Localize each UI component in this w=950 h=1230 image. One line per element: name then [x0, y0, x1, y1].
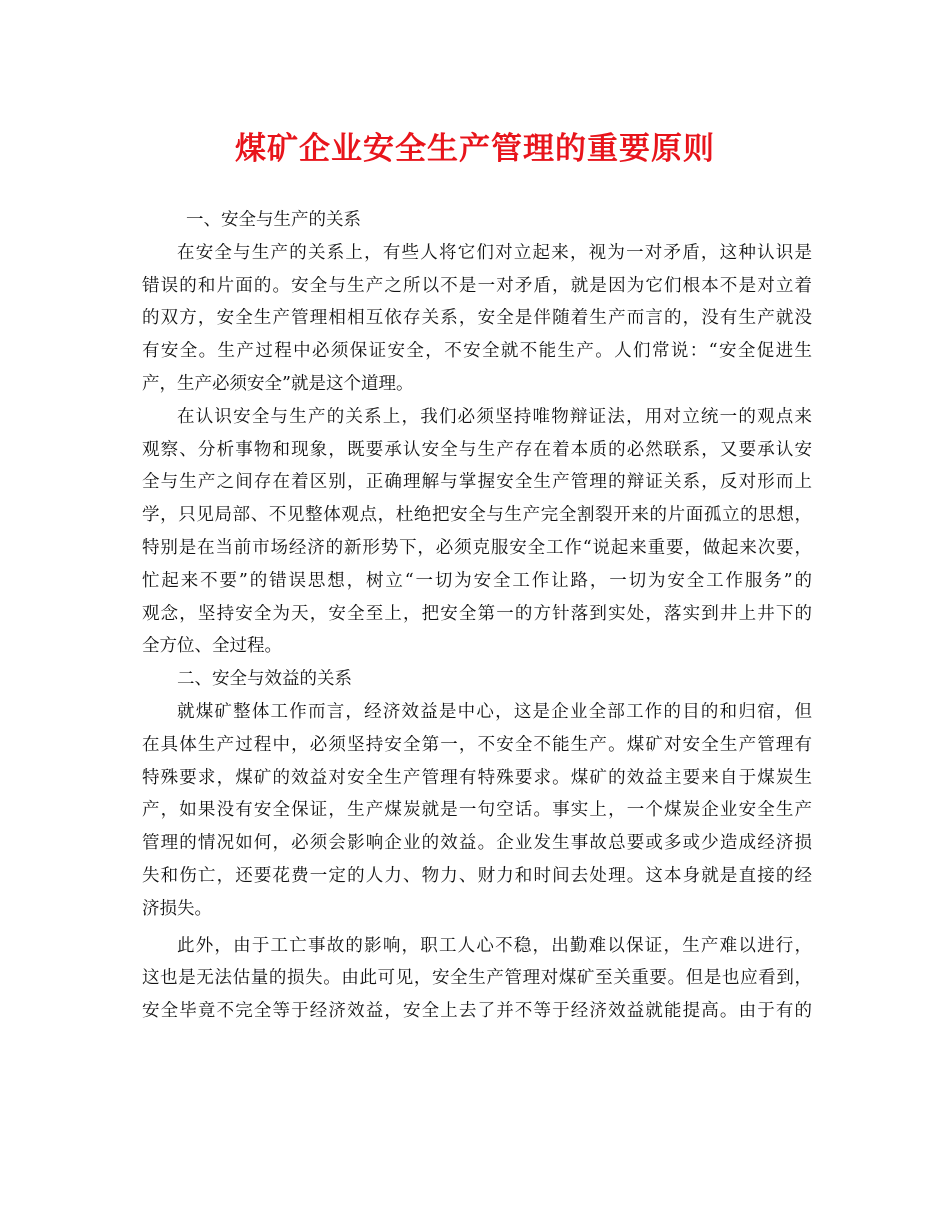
document-body — [142, 204, 812, 1028]
paragraph-line: 济损失。 — [142, 898, 212, 919]
paragraph-line: 在安全与生产的关系上，有些人将它们对立起来，视为一对矛盾，这种认识是 — [177, 242, 812, 263]
paragraph-line: 这也是无法估量的损失。由此可见，安全生产管理对煤矿至关重要。但是也应看到， — [142, 968, 812, 989]
paragraph-line: 就煤矿整体工作而言，经济效益是中心，这是企业全部工作的目的和归宿，但 — [177, 701, 812, 722]
paragraph-line: 安全毕竟不完全等于经济效益，安全上去了并不等于经济效益就能提高。由于有的 — [142, 1001, 812, 1022]
paragraph-line: 学，只见局部、不见整体观点，杜绝把安全与生产完全割裂开来的片面孤立的思想， — [142, 505, 812, 526]
paragraph-line: 全与生产之间存在着区别，正确理解与掌握安全生产管理的辩证关系，反对形而上 — [142, 472, 812, 493]
paragraph-line: 产，如果没有安全保证，生产煤炭就是一句空话。事实上，一个煤炭企业安全生产 — [142, 800, 812, 821]
paragraph-line: 失和伤亡，还要花费一定的人力、物力、财力和时间去处理。这本身就是直接的经 — [142, 865, 812, 886]
paragraph-line: 的双方，安全生产管理相相互依存关系，安全是伴随着生产而言的，没有生产就没 — [142, 308, 812, 329]
paragraph-line: 产，生产必须安全”就是这个道理。 — [142, 373, 414, 394]
paragraph-line: 有安全。生产过程中必须保证安全，不安全就不能生产。人们常说：“安全促进生 — [142, 341, 812, 362]
paragraph-line: 全方位、全过程。 — [142, 636, 282, 657]
paragraph-line: 在认识安全与生产的关系上，我们必须坚持唯物辩证法，用对立统一的观点来 — [177, 406, 812, 427]
paragraph-line: 特殊要求，煤矿的效益对安全生产管理有特殊要求。煤矿的效益主要来自于煤炭生 — [142, 767, 812, 788]
paragraph-line: 管理的情况如何，必须会影响企业的效益。企业发生事故总要或多或少造成经济损 — [142, 833, 812, 854]
paragraph-line: 观念，坚持安全为天，安全至上，把安全第一的方针落到实处，落实到井上井下的 — [142, 603, 812, 624]
paragraph-line: 忙起来不要”的错误思想，树立“一切为安全工作让路，一切为安全工作服务”的 — [142, 570, 812, 591]
document-title: 煤矿企业安全生产管理的重要原则 — [235, 131, 715, 167]
section-heading: 一、安全与生产的关系 — [186, 210, 361, 230]
paragraph-line: 特别是在当前市场经济的新形势下，必须克服安全工作“说起来重要，做起来次要， — [142, 537, 812, 558]
paragraph-line: 错误的和片面的。安全与生产之所以不是一对矛盾，就是因为它们根本不是对立着 — [142, 275, 812, 296]
section-heading: 二、安全与效益的关系 — [177, 669, 352, 690]
paragraph-line: 此外，由于工亡事故的影响，职工人心不稳，出勤难以保证，生产难以进行， — [177, 935, 812, 956]
paragraph-line: 观察、分析事物和现象，既要承认安全与生产存在着本质的必然联系，又要承认安 — [142, 439, 812, 460]
paragraph-line: 在具体生产过程中，必须坚持安全第一，不安全不能生产。煤矿对安全生产管理有 — [142, 734, 812, 755]
